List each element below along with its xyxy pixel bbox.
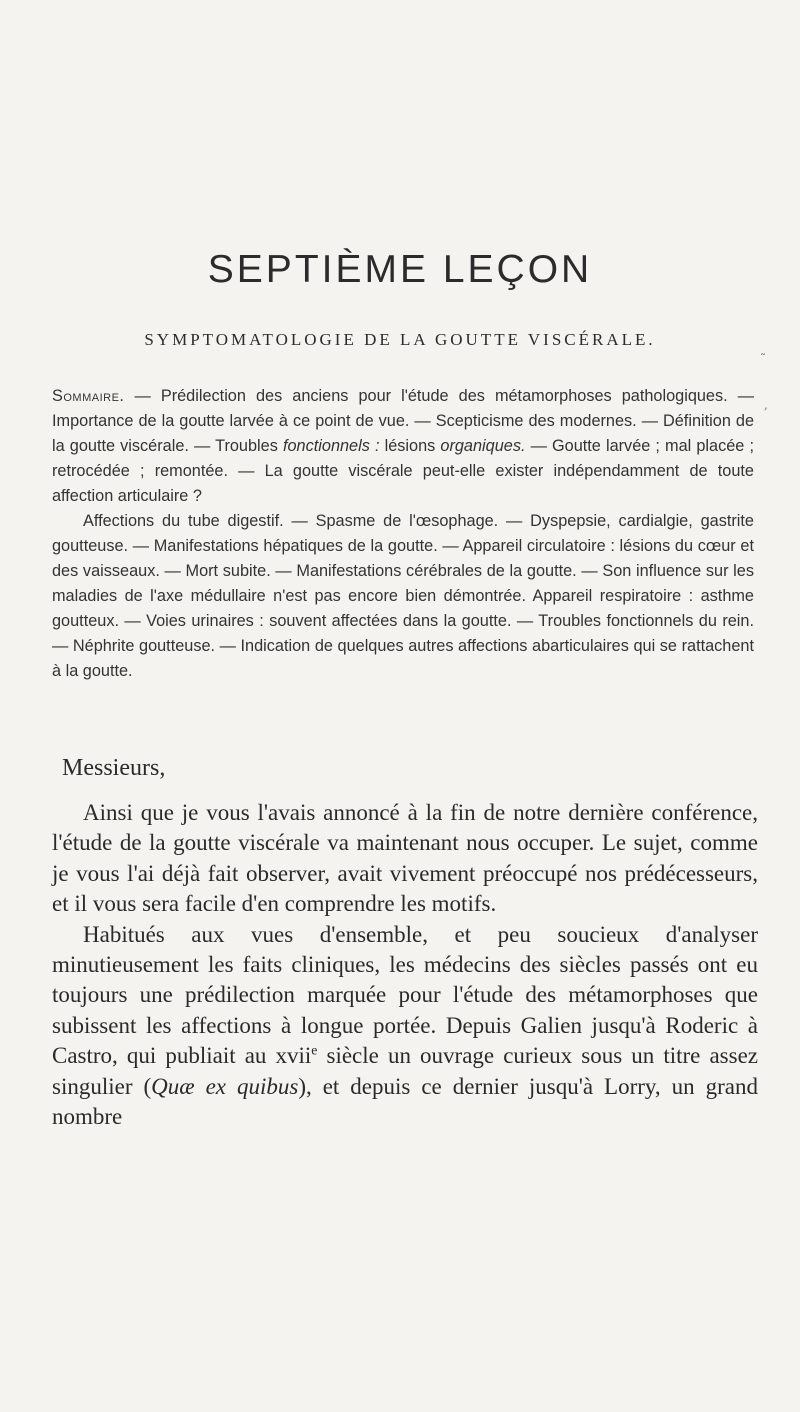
summary-text-fonctionnels: fonctionnels : [282, 437, 380, 455]
print-mark-2: , [764, 398, 768, 412]
summary-paragraph-2: Affections du tube digestif. — Spasme de l'œsophage. — Dyspepsie, cardialgie, gastrite goutteuse. — Manifestations hépatiques de la goutte. — Appareil circulatoire : lésions du cœur et des vaisseaux. — Mort subite. — Manifestations cérébrales de la goutte. — Son influence sur les maladies de l'axe médullaire n'est pas encore bien démontrée. Appareil respiratoire : asthme goutteux. — Voies urinaires : souvent affectées dans la goutte. — Troubles fonctionnels du rein. — Néphrite goutteuse. — Indication de quelques autres affections abarticulaires qui se rattachent à la goutte. [52, 512, 754, 680]
body-paragraph-1: Ainsi que je vous l'avais annoncé à la fin de notre dernière conférence, l'étude de la goutte viscérale va maintenant nous occuper. Le sujet, comme je vous l'ai déjà fait observer, avait vivement préoccupé nos prédécesseurs, et il vous sera facile d'en comprendre les motifs. [52, 800, 758, 917]
body-text-c: ), et depuis ce dernier jusqu'à Lorry, un grand nombre [52, 1073, 758, 1130]
body-text-a: Habitués aux vues d'ensemble, et peu soucieux d'analyser minutieusement les faits cliniques, les médecins des siècles passés ont eu toujours une prédilection marquée pour l'étude des métamorphoses que subissent les affections à longue portée. Depuis Galien jusqu'à Roderic à Castro, qui publiait au xvii [52, 921, 758, 1069]
lesson-subtitle: SYMPTOMATOLOGIE DE LA GOUTTE VISCÉRALE. [144, 330, 656, 349]
summary-text-organiques: organiques. [440, 437, 526, 455]
summary-text-c: — Goutte larvée ; mal placée ; retrocédée ; remontée. — La goutte viscérale peut-elle exister indépendamment de toute affection articulaire ? [52, 437, 754, 505]
book-title-italic: Quæ ex quibus [151, 1073, 299, 1099]
body-text-b: siècle un ouvrage curieux sous un titre assez singulier ( [52, 1043, 758, 1099]
salutation: Messieurs, [62, 755, 166, 781]
lesson-title: SEPTIÈME LEÇON [207, 248, 593, 291]
lecture-body [52, 798, 758, 1132]
century-superscript: e [311, 1042, 318, 1058]
summary-text-a: — Prédilection des anciens pour l'étude des métamorphoses pathologiques. — Importance de la goutte larvée à ce point de vue. — Scepticisme des modernes. — Définition de la goutte viscérale. — Troubles [52, 387, 754, 455]
body-paragraph-2 [52, 920, 758, 1133]
summary-label: Sommaire. [52, 387, 125, 405]
print-mark: ˜ [760, 352, 766, 366]
summary-paragraph-1 [52, 384, 754, 509]
summary-text-b: lésions [379, 437, 441, 455]
summary-block [52, 384, 754, 684]
